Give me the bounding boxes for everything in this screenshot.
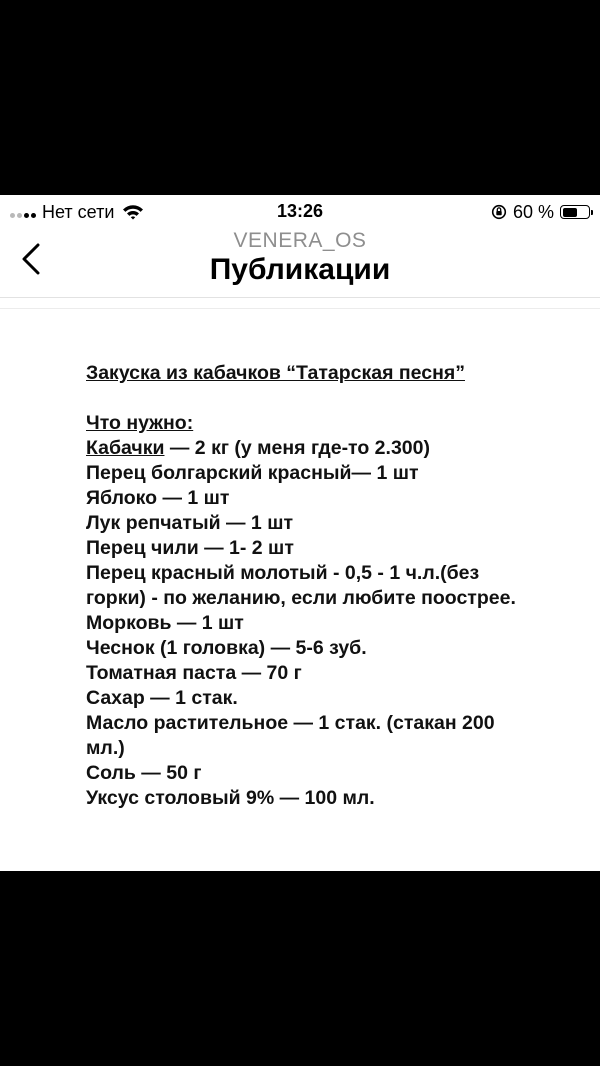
ingredient-item: Перец чили — 1- 2 шт	[86, 537, 294, 559]
account-name[interactable]: VENERA_OS	[233, 229, 367, 252]
ingredient-item: Соль — 50 г	[86, 762, 202, 784]
screen	[0, 195, 600, 871]
status-time: 13:26	[276, 201, 324, 221]
battery-percent: 60 %	[512, 201, 554, 222]
ingredient-item: Чеснок (1 головка) — 5-6 зуб.	[86, 637, 367, 659]
page-title: Публикации	[209, 253, 391, 286]
ingredient-item: Морковь — 1 шт	[86, 612, 244, 634]
ingredient-item: Уксус столовый 9% — 100 мл.	[86, 787, 375, 809]
ingredient-item	[86, 436, 586, 461]
carrier-label: Нет сети	[42, 201, 115, 222]
recipe-title: Закуска из кабачков “Татарская песня”	[86, 362, 465, 384]
post-image-content	[86, 361, 586, 811]
divider	[0, 308, 600, 309]
ingredient-name: Кабачки	[86, 437, 165, 459]
battery-icon	[560, 205, 590, 219]
nav-header	[0, 229, 600, 298]
ingredient-item: Сахар — 1 стак.	[86, 687, 238, 709]
orientation-lock-icon	[491, 204, 507, 220]
status-right	[491, 201, 590, 223]
ingredient-item: Яблоко — 1 шт	[86, 487, 230, 509]
ingredient-item: Томатная паста — 70 г	[86, 662, 302, 684]
status-bar	[0, 195, 600, 229]
ingredient-item: Лук репчатый — 1 шт	[86, 512, 293, 534]
ingredient-item: Перец красный молотый - 0,5 - 1 ч.л.(без горки) - по желанию, если любите поострее.	[86, 562, 516, 609]
ingredients-heading: Что нужно:	[86, 412, 194, 434]
ingredient-item: Перец болгарский красный— 1 шт	[86, 462, 419, 484]
battery-fill	[563, 208, 577, 217]
ingredient-amount: — 2 кг (у меня где-то 2.300)	[164, 437, 430, 459]
ingredient-item: Масло растительное — 1 стак. (стакан 200 мл.)	[86, 712, 495, 759]
